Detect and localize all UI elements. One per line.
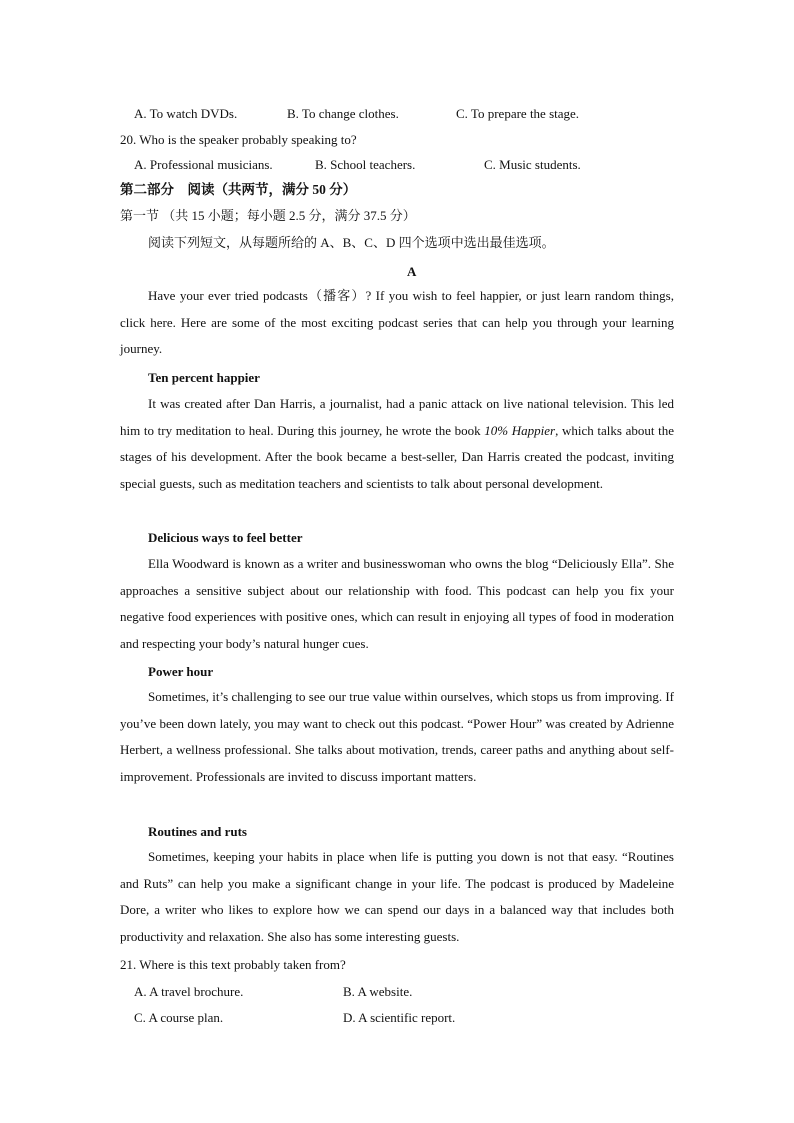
- q19-option-c: C. To prepare the stage.: [456, 106, 580, 121]
- section-title-ten-percent-happier: Ten percent happier: [148, 370, 260, 385]
- section-text-delicious-ways: Ella Woodward is known as a writer and businesswoman who owns the blog “Deliciously Ella”. She approaches a sensitive subject about our relationship with food. This podcast can help you fix your negative food experiences with positive ones, which can result in enjoying all types of food in moderation and respecting your body’s natural hunger cues.: [120, 556, 674, 651]
- q20-option-b: B. School teachers.: [315, 157, 416, 172]
- q20-question: 20. Who is the speaker probably speaking to?: [120, 132, 357, 147]
- passage-intro: Have your ever tried podcasts（播客）? If you wish to feel happier, or just learn random things, click here. Here are some of the most exciting podcast series that can help you through your learning journey.: [120, 288, 674, 357]
- section-title-routines-and-ruts: Routines and ruts: [148, 824, 247, 839]
- q21-question: 21. Where is this text probably taken from?: [120, 957, 346, 972]
- q19-option-b: B. To change clothes.: [287, 106, 399, 121]
- passage-label: A: [407, 264, 417, 279]
- q20-option-a: A. Professional musicians.: [134, 157, 273, 172]
- q19-option-a: A. To watch DVDs.: [134, 106, 238, 121]
- section-title-delicious-ways: Delicious ways to feel better: [148, 530, 303, 545]
- section-text-routines-and-ruts: Sometimes, keeping your habits in place when life is putting you down is not that easy. “Routines and Ruts” can help you make a significant change in your life. The podcast is produced by Madeleine Dore, a writer who likes to explore how we can spend our days in a balanced way that includes both productivity and relaxation. She also has some interesting guests.: [120, 849, 674, 944]
- section-text-ten-percent-happier: It was created after Dan Harris, a journalist, had a panic attack on live national television. This led him to try meditation to heal. During this journey, he wrote the book 10% Happier, which talks about the stages of his development. After the book became a best-seller, Dan Harris created the podcast, inviting special guests, such as meditation teachers and scientists to talk about personal development.: [120, 396, 674, 491]
- q20-option-c: C. Music students.: [484, 157, 581, 172]
- book-title: 10% Happier: [484, 422, 556, 438]
- reading-instruction: 阅读下列短文，从每题所给的 A、B、C、D 四个选项中选出最佳选项。: [148, 235, 555, 250]
- q21-option-c: C. A course plan.: [134, 1010, 224, 1025]
- section1-header: 第一节 （共 15 小题；每小题 2.5 分，满分 37.5 分）: [120, 208, 416, 223]
- q21-option-a: A. A travel brochure.: [134, 984, 244, 999]
- q21-option-b: B. A website.: [343, 984, 413, 999]
- part2-title: 第二部分 阅读（共两节，满分 50 分）: [120, 182, 357, 197]
- q21-option-d: D. A scientific report.: [343, 1010, 456, 1025]
- section-title-power-hour: Power hour: [148, 664, 214, 679]
- section-text-power-hour: Sometimes, it’s challenging to see our true value within ourselves, which stops us from improving. If you’ve been down lately, you may want to check out this podcast. “Power Hour” was created by Adrienne Herbert, a wellness professional. She talks about motivation, trends, career paths and anything about self-improvement. Professionals are invited to discuss important matters.: [120, 689, 674, 784]
